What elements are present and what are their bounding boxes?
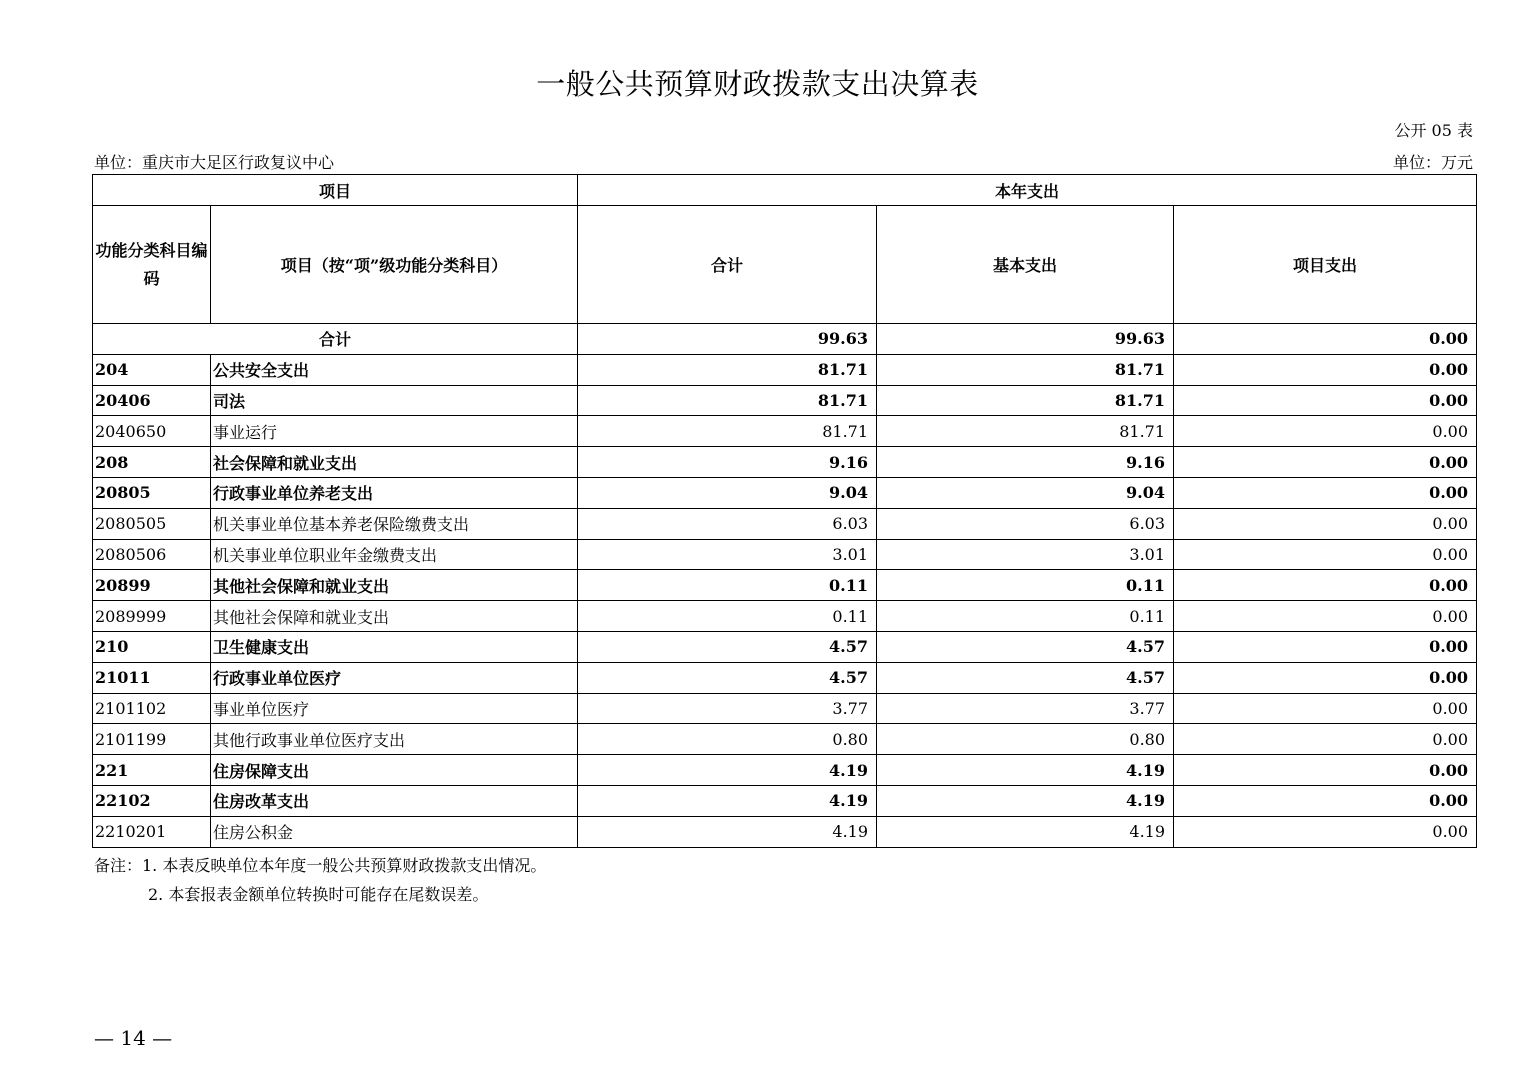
page-number: — 14 —	[94, 1026, 173, 1050]
row-project: 0.00	[1174, 447, 1477, 478]
row-name: 卫生健康支出	[211, 631, 578, 662]
row-project: 0.00	[1174, 755, 1477, 786]
table-row	[93, 785, 1477, 816]
row-total: 3.77	[578, 693, 877, 724]
row-total: 81.71	[578, 354, 877, 385]
row-code: 204	[93, 354, 211, 385]
notes	[94, 851, 546, 909]
row-name: 行政事业单位养老支出	[211, 477, 578, 508]
row-code: 221	[93, 755, 211, 786]
expenditure-table	[92, 174, 1477, 848]
row-code: 208	[93, 447, 211, 478]
row-total: 6.03	[578, 508, 877, 539]
row-project: 0.00	[1174, 816, 1477, 847]
row-total: 4.19	[578, 755, 877, 786]
row-project: 0.00	[1174, 508, 1477, 539]
row-code: 2089999	[93, 601, 211, 632]
row-total: 81.71	[578, 385, 877, 416]
row-project: 0.00	[1174, 354, 1477, 385]
row-basic: 81.71	[877, 354, 1174, 385]
row-project: 0.00	[1174, 724, 1477, 755]
row-code: 2080505	[93, 508, 211, 539]
table-row	[93, 508, 1477, 539]
row-basic: 81.71	[877, 416, 1174, 447]
row-name: 其他行政事业单位医疗支出	[211, 724, 578, 755]
header-code: 功能分类科目编码	[93, 206, 211, 324]
row-total: 3.01	[578, 539, 877, 570]
row-total: 4.57	[578, 631, 877, 662]
total-project: 0.00	[1174, 324, 1477, 355]
table-row	[93, 601, 1477, 632]
table-row	[93, 631, 1477, 662]
header-total: 合计	[578, 206, 877, 324]
total-row	[93, 324, 1477, 355]
row-total: 9.16	[578, 447, 877, 478]
row-basic: 3.01	[877, 539, 1174, 570]
total-label: 合计	[93, 324, 578, 355]
table-row	[93, 477, 1477, 508]
row-total: 0.11	[578, 570, 877, 601]
row-basic: 9.16	[877, 447, 1174, 478]
table-row	[93, 816, 1477, 847]
row-total: 0.80	[578, 724, 877, 755]
row-name: 住房改革支出	[211, 785, 578, 816]
row-basic: 4.19	[877, 785, 1174, 816]
header-project: 项目	[93, 175, 578, 206]
row-code: 2040650	[93, 416, 211, 447]
unit-organization: 单位：重庆市大足区行政复议中心	[94, 153, 335, 172]
row-basic: 6.03	[877, 508, 1174, 539]
row-basic: 4.57	[877, 631, 1174, 662]
header-current-year: 本年支出	[578, 175, 1477, 206]
row-basic: 3.77	[877, 693, 1174, 724]
row-project: 0.00	[1174, 601, 1477, 632]
row-name: 事业单位医疗	[211, 693, 578, 724]
row-basic: 0.80	[877, 724, 1174, 755]
header-name: 项目（按“项”级功能分类科目）	[211, 206, 578, 324]
row-name: 机关事业单位职业年金缴费支出	[211, 539, 578, 570]
table-row	[93, 539, 1477, 570]
row-project: 0.00	[1174, 570, 1477, 601]
table-row	[93, 662, 1477, 693]
note-1: 备注：1. 本表反映单位本年度一般公共预算财政拨款支出情况。	[94, 856, 547, 875]
table-row	[93, 385, 1477, 416]
unit-currency: 单位：万元	[1392, 153, 1473, 172]
header-project-expenditure: 项目支出	[1174, 206, 1477, 324]
row-code: 22102	[93, 785, 211, 816]
row-name: 行政事业单位医疗	[211, 662, 578, 693]
row-basic: 0.11	[877, 601, 1174, 632]
page-title: 一般公共预算财政拨款支出决算表	[536, 67, 979, 101]
table-row	[93, 724, 1477, 755]
row-total: 4.19	[578, 816, 877, 847]
row-project: 0.00	[1174, 785, 1477, 816]
row-basic: 4.19	[877, 816, 1174, 847]
row-project: 0.00	[1174, 662, 1477, 693]
header-basic: 基本支出	[877, 206, 1174, 324]
header-row-2	[93, 206, 1477, 324]
row-name: 其他社会保障和就业支出	[211, 570, 578, 601]
row-basic: 9.04	[877, 477, 1174, 508]
row-project: 0.00	[1174, 539, 1477, 570]
row-code: 21011	[93, 662, 211, 693]
row-project: 0.00	[1174, 477, 1477, 508]
row-name: 机关事业单位基本养老保险缴费支出	[211, 508, 578, 539]
table-row	[93, 354, 1477, 385]
table-row	[93, 755, 1477, 786]
table-row	[93, 570, 1477, 601]
row-basic: 0.11	[877, 570, 1174, 601]
note-2: 2. 本套报表金额单位转换时可能存在尾数误差。	[148, 885, 489, 904]
row-code: 20899	[93, 570, 211, 601]
table-row	[93, 416, 1477, 447]
form-number: 公开 05 表	[1394, 121, 1473, 140]
row-code: 20805	[93, 477, 211, 508]
row-total: 81.71	[578, 416, 877, 447]
row-name: 社会保障和就业支出	[211, 447, 578, 478]
row-total: 9.04	[578, 477, 877, 508]
row-name: 其他社会保障和就业支出	[211, 601, 578, 632]
row-basic: 4.57	[877, 662, 1174, 693]
table-row	[93, 447, 1477, 478]
row-total: 4.57	[578, 662, 877, 693]
row-name: 住房保障支出	[211, 755, 578, 786]
row-code: 2080506	[93, 539, 211, 570]
row-project: 0.00	[1174, 631, 1477, 662]
row-name: 事业运行	[211, 416, 578, 447]
row-project: 0.00	[1174, 416, 1477, 447]
table-row	[93, 693, 1477, 724]
row-name: 司法	[211, 385, 578, 416]
row-code: 2101199	[93, 724, 211, 755]
total-basic: 99.63	[877, 324, 1174, 355]
row-code: 2101102	[93, 693, 211, 724]
row-total: 4.19	[578, 785, 877, 816]
row-total: 0.11	[578, 601, 877, 632]
total-sum: 99.63	[578, 324, 877, 355]
header-row-1	[93, 175, 1477, 206]
row-project: 0.00	[1174, 693, 1477, 724]
row-code: 210	[93, 631, 211, 662]
row-code: 20406	[93, 385, 211, 416]
row-basic: 4.19	[877, 755, 1174, 786]
row-project: 0.00	[1174, 385, 1477, 416]
row-basic: 81.71	[877, 385, 1174, 416]
row-name: 公共安全支出	[211, 354, 578, 385]
row-code: 2210201	[93, 816, 211, 847]
row-name: 住房公积金	[211, 816, 578, 847]
